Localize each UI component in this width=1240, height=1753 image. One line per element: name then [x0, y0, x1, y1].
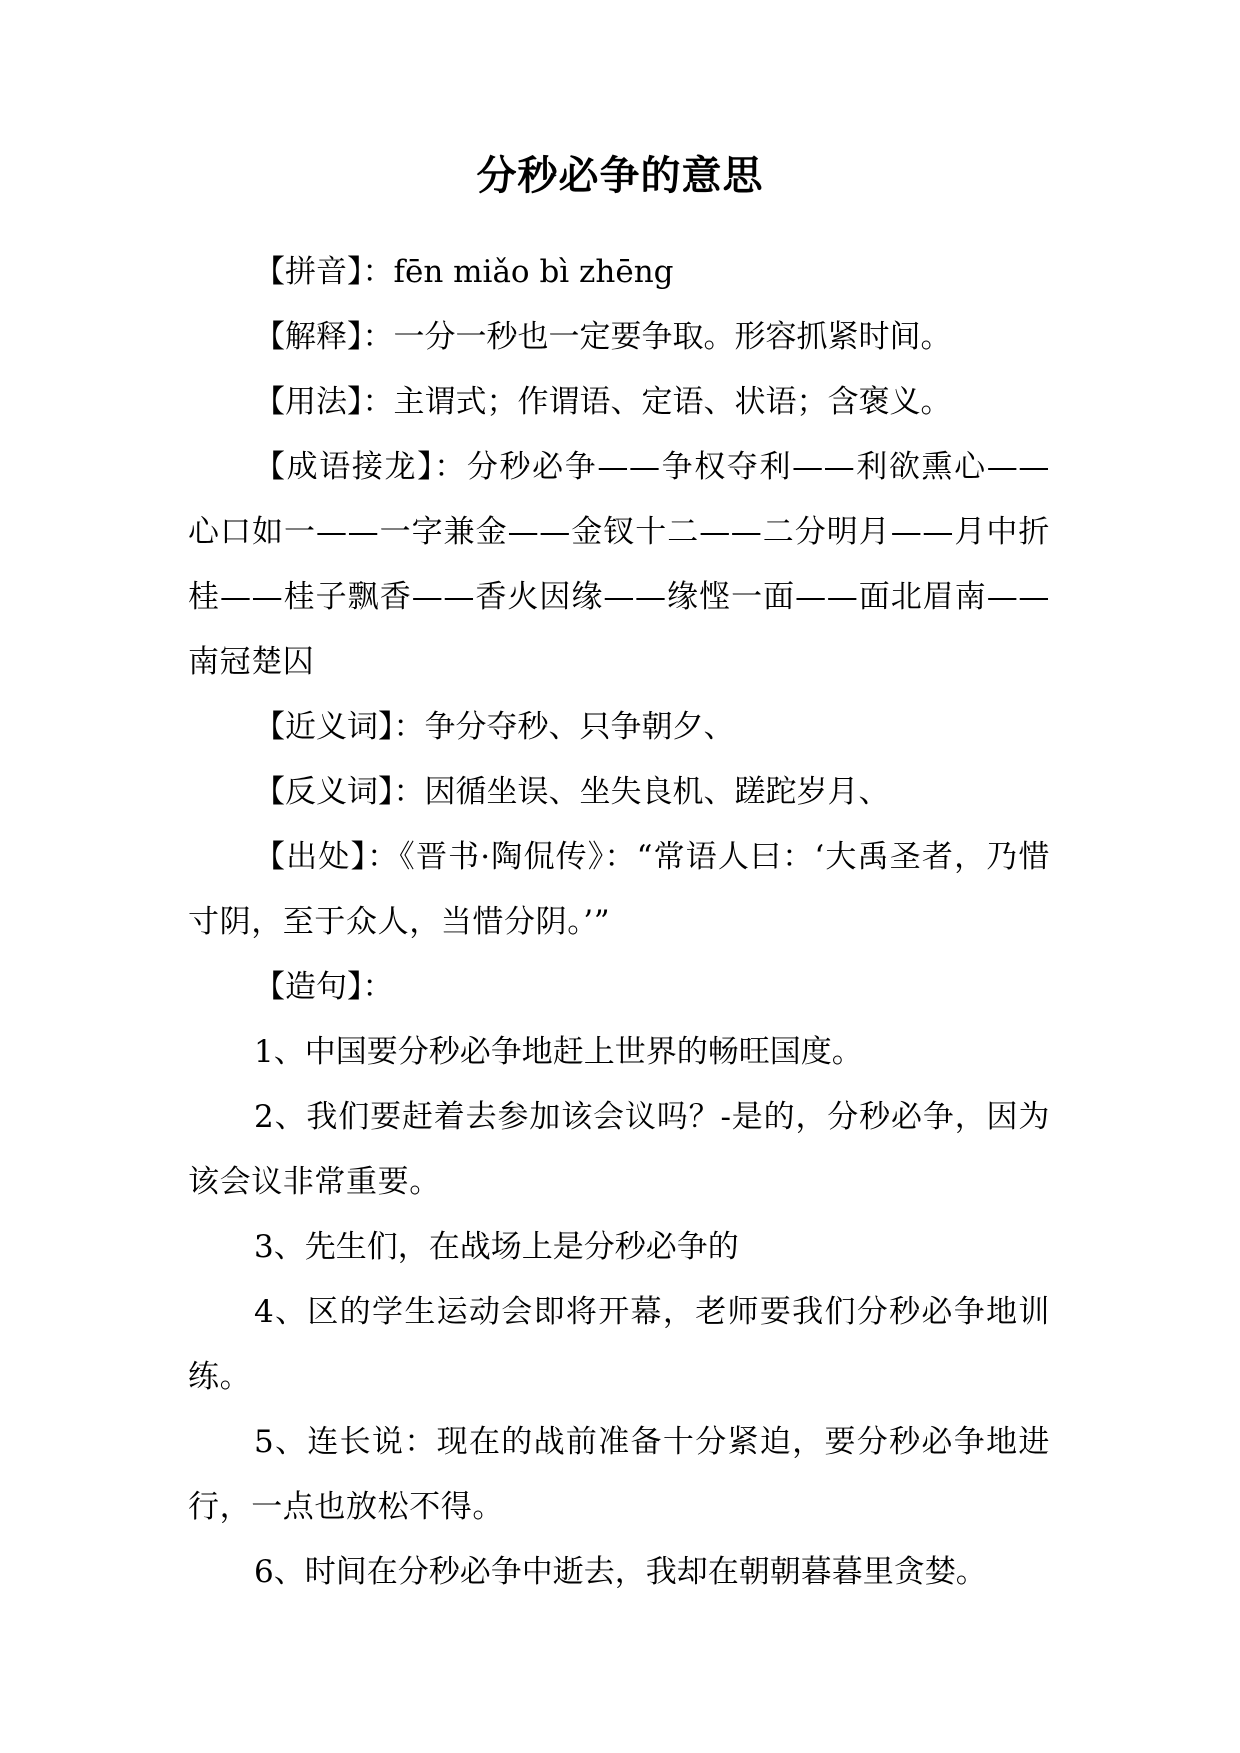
example-sentence-1: 1、中国要分秒必争地赶上世界的畅旺国度。: [254, 1034, 863, 1070]
definition-paragraph: 【解释】：一分一秒也一定要争取。形容抓紧时间。: [254, 319, 952, 355]
example-sentence-2: 2、我们要赶着去参加该会议吗？-是的，分秒必争，因为该会议非常重要。: [188, 1099, 1050, 1200]
document-body: [188, 240, 1050, 1605]
antonyms-paragraph: 【反义词】：因循坐误、坐失良机、蹉跎岁月、: [254, 774, 890, 810]
document-title: 分秒必争的意思: [476, 153, 764, 199]
pinyin-paragraph: 【拼音】：fēn miǎo bì zhēng: [254, 254, 674, 290]
idiom-chain-paragraph: 【成语接龙】：分秒必争——争权夺利——利欲熏心——心口如一——一字兼金——金钗十二——二分明月——月中折桂——桂子飘香——香火因缘——缘悭一面——面北眉南——南冠楚囚: [188, 449, 1050, 680]
example-sentence-6: 6、时间在分秒必争中逝去，我却在朝朝暮暮里贪婪。: [254, 1554, 987, 1590]
source-paragraph: 【出处】：《晋书·陶侃传》：“常语人曰：‘大禹圣者，乃惜寸阴，至于众人，当惜分阴。’”: [188, 839, 1050, 940]
synonyms-paragraph: 【近义词】：争分夺秒、只争朝夕、: [254, 709, 735, 745]
example-sentences-heading: 【造句】：: [254, 969, 394, 1005]
example-sentence-3: 3、先生们，在战场上是分秒必争的: [254, 1229, 739, 1265]
usage-paragraph: 【用法】：主谓式；作谓语、定语、状语；含褒义。: [254, 384, 952, 420]
example-sentence-5: 5、连长说：现在的战前准备十分紧迫，要分秒必争地进行，一点也放松不得。: [188, 1424, 1050, 1525]
example-sentence-4: 4、区的学生运动会即将开幕，老师要我们分秒必争地训练。: [188, 1294, 1050, 1395]
